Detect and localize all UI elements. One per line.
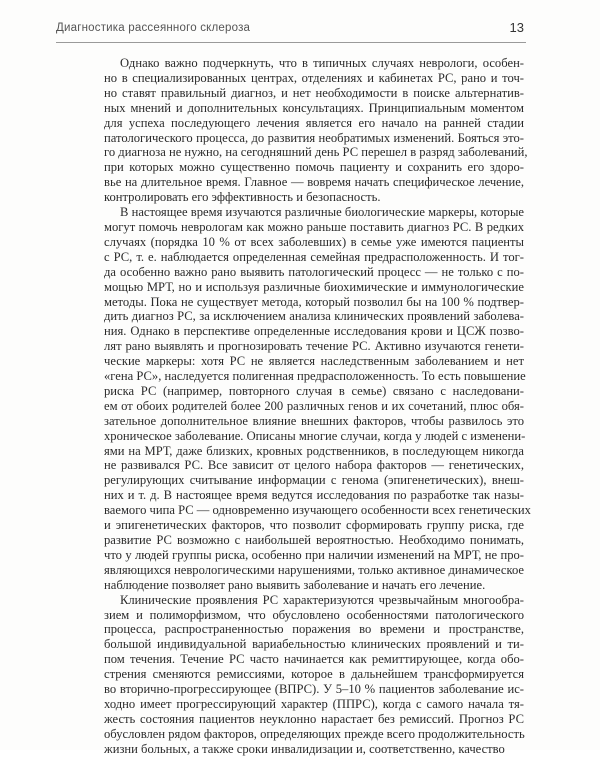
- text-line: риска РС (например, повторного случая в семье) связано с наследовани-: [104, 383, 524, 398]
- text-line: ем от обоих родителей более 200 различных генов и их сочетаний, плюс обя-: [104, 398, 524, 413]
- text-line: с РС, т. е. наблюдается определенная семейная предрасположенность. И тог-: [104, 249, 524, 264]
- paragraph: [104, 56, 528, 205]
- text-line: пом течения. Течение РС часто начинается как ремиттирующее, когда обо-: [104, 652, 524, 667]
- text-line: патологического процесса, до развития необратимых изменений. Бояться это-: [104, 130, 524, 145]
- text-line: ния. Однако в перспективе определенные исследования крови и ЦСЖ позво-: [104, 324, 524, 339]
- text-line: являющихся неврологическими нарушениями, только активное динамическое: [104, 562, 524, 577]
- text-line: но ставят правильный диагноз, и нет необходимости в поиске альтернатив-: [104, 85, 524, 100]
- text-line: хроническое заболевание. Описаны многие случаи, когда у людей с изменени-: [104, 428, 526, 443]
- text-line: для успеха последующего лечения является его начало на ранней стадии: [104, 115, 524, 130]
- text-line: регулирующих считывание информации с генома (эпигенетических), внеш-: [104, 473, 524, 488]
- text-line: развитие РС возможно с наибольшей вероятностью. Необходимо понимать,: [104, 533, 524, 547]
- header-title: Диагностика рассеянного склероза: [56, 22, 251, 34]
- text-line: что у людей группы риска, особенно при наличии изменений на МРТ, не про-: [104, 547, 524, 562]
- running-header: [56, 14, 526, 43]
- text-line: но в специализированных центрах, отделениях и кабинетах РС, рано и точ-: [104, 70, 524, 85]
- text-line: да особенно важно рано выявить патологический процесс — не только с по-: [104, 264, 524, 279]
- text-line: жизни больных, а также сроки инвалидизации и, соответственно, качество: [104, 741, 505, 756]
- text-line: Однако важно подчеркнуть, что в типичных случаях неврологи, особен-: [120, 56, 524, 70]
- text-line: ческие маркеры: хотя РС не является наследственным заболеванием и нет: [104, 354, 524, 369]
- text-line: них и т. д. В настоящее время ведутся исследования по разработке так назы-: [104, 488, 524, 503]
- text-line: ями на МРТ, даже близких, кровных родственников, в последующем никогда: [104, 443, 524, 458]
- text-line: В настоящее время изучаются различные биологические маркеры, которые: [120, 205, 524, 220]
- text-line: жесть состояния пациентов неуклонно нарастает без ремиссий. Прогноз РС: [104, 711, 524, 726]
- text-line: во вторично-прогрессирующее (ВПРС). У 5–10 % пациентов заболевание ис-: [104, 682, 524, 697]
- text-line: процесса, распространенностью поражения во времени и пространстве,: [104, 622, 524, 637]
- text-body: [104, 56, 531, 757]
- text-line: при которых можно существенно помочь пациенту и сохранить его здоро-: [104, 160, 524, 175]
- text-line: зательное дополнительное влияние внешних факторов, чтобы развилось это: [104, 413, 524, 428]
- paragraph: [104, 205, 531, 593]
- text-line: мощью МРТ, но и используя различные биохимические и иммунологические: [104, 279, 524, 294]
- text-line: случаях (порядка 10 % от всех заболевших) в семье уже имеются пациенты: [104, 234, 524, 249]
- text-line: зием и полиморфизмом, что обусловлено особенностями патологического: [104, 607, 524, 622]
- paragraph: [104, 593, 524, 757]
- text-line: методы. Пока не существует метода, который позволил бы на 100 % подтвер-: [104, 294, 524, 309]
- text-line: стрения сменяются ремиссиями, которое в дальнейшем трансформируется: [104, 667, 524, 682]
- text-line: наблюдение позволяет рано выявить заболевание и начать его лечение.: [104, 577, 486, 592]
- text-line: го диагноза не нужно, на сегодняшний день РС перешел в разряд заболеваний,: [104, 145, 528, 160]
- text-line: не развивался РС. Все зависит от целого набора факторов — генетических,: [104, 458, 524, 473]
- text-line: ходно имеет прогрессирующий характер (ППРС), когда с самого начала тя-: [104, 696, 524, 711]
- page-number: 13: [509, 20, 524, 35]
- text-line: большой индивидуальной вариабельностью клинических проявлений и ти-: [104, 637, 524, 652]
- text-line: могут помочь неврологам как можно раньше поставить диагноз РС. В редких: [104, 219, 524, 234]
- text-line: дить диагноз РС, за исключением анализа клинических проявлений заболева-: [104, 309, 524, 324]
- text-line: ваемого чипа РС — одновременно изучающего особенности всех генетических: [104, 503, 531, 518]
- text-line: и эпигенетических факторов, что позволит сформировать группу риска, где: [104, 518, 524, 533]
- text-line: лят рано выявлять и прогнозировать течение РС. Активно изучаются генети-: [104, 339, 524, 354]
- text-line: контролировать его эффективность и безопасность.: [104, 190, 381, 205]
- text-line: Клинические проявления РС характеризуются чрезвычайным многообра-: [120, 592, 524, 607]
- text-line: обусловлен рядом факторов, определяющих прежде всего продолжительность: [104, 726, 525, 741]
- text-line: ных мнений и дополнительных консультациях. Принципиальным моментом: [104, 100, 524, 115]
- text-line: «гена РС», наследуется полигенная предрасположенность. То есть повышение: [104, 369, 526, 384]
- text-line: вье на длительное время. Главное — вовремя начать специфическое лечение,: [104, 175, 524, 190]
